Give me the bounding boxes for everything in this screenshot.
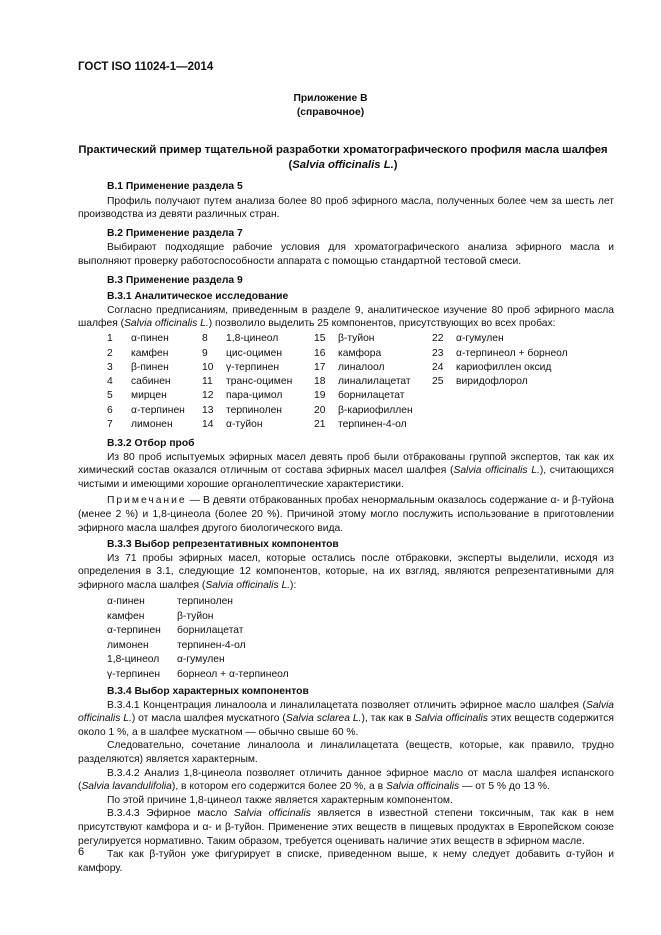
component-name: пара-цимол <box>226 390 283 402</box>
section-b32-heading: В.3.2 Отбор проб <box>107 438 195 450</box>
section-b343-conclusion: Так как β-туйон уже фигурирует в списке, приведенном выше, к нему следует добавить α-туйон и камфору. <box>78 849 614 874</box>
representative-row <box>107 595 289 610</box>
component-number: 13 <box>202 404 214 416</box>
section-b34-heading: В.3.4 Выбор характерных компонентов <box>107 686 309 698</box>
component-row <box>107 361 568 375</box>
representative-component: терпинен-4-ол <box>177 639 246 651</box>
representative-components-table <box>107 595 289 683</box>
component-number: 25 <box>432 376 444 388</box>
representative-component: α-гумулен <box>177 654 225 666</box>
representative-row <box>107 653 289 668</box>
representative-row <box>107 638 289 653</box>
title-paren-open: ( <box>288 159 293 171</box>
representative-component: α-пинен <box>107 596 145 608</box>
section-b33-heading: В.3.3 Выбор репрезентативных компонентов <box>107 539 339 551</box>
component-number: 22 <box>432 333 444 345</box>
component-name: 1,8-цинеол <box>226 333 279 345</box>
section-b342-text: В.3.4.2 Анализ 1,8-цинеола позволяет отличить данное эфирное масло от масла шалфея испанского (Salvia lavandulifolia), в котором его содержится более 20 %, а в Salvia officinalis — от 5 % до 13 %. <box>78 767 614 793</box>
component-name: α-терпинеол + борнеол <box>456 347 568 359</box>
component-row <box>107 418 568 432</box>
title-paren-close: ) <box>393 159 398 171</box>
component-number: 16 <box>314 347 326 359</box>
component-name: мирцен <box>131 390 167 402</box>
component-number: 14 <box>202 419 214 431</box>
representative-component: камфен <box>107 610 145 622</box>
document-title <box>78 143 608 173</box>
component-number: 4 <box>107 376 113 388</box>
component-number: 20 <box>314 404 326 416</box>
section-b342-conclusion: По этой причине 1,8-цинеол также является характерным компонентом. <box>107 794 453 806</box>
section-b341-text: В.3.4.1 Концентрация линалоола и линалилацетата позволяет отличить эфирное масло шалфея (Salvia officinalis L.) от масла шалфея мускатного (Salvia sclarea L.), так как в Salvia officinalis этих веществ содержится около 1 %, а в шалфее мускатном — обычно свыше 60 %. <box>78 699 614 738</box>
component-name: α-терпинен <box>131 404 185 416</box>
component-name <box>456 403 568 417</box>
component-number: 15 <box>314 333 326 345</box>
section-b3-heading: В.3 Применение раздела 9 <box>107 274 243 286</box>
title-species: Salvia officinalis L. <box>292 159 394 171</box>
component-number: 7 <box>107 419 113 431</box>
component-name: линалоол <box>338 361 385 373</box>
section-b341-conclusion: Следовательно, сочетание линалоола и линалилацетата (веществ, которые, как правило, трудно разделяются) является характерным. <box>78 740 614 766</box>
section-b1-text: Профиль получают путем анализа более 80 проб эфирного масла, полученных более чем за шесть лет производства из девяти различных стран. <box>78 195 614 221</box>
component-name: терпинен-4-ол <box>338 419 407 431</box>
component-name: α-пинен <box>131 333 169 345</box>
component-row <box>107 403 568 417</box>
component-row <box>107 346 568 360</box>
section-b31-text: Согласно предписаниям, приведенным в разделе 9, аналитическое изучение 80 проб эфирного масла шалфея (Salvia officinalis L.) позволило выделить 25 компонентов, присутствующих во всех пробах: <box>78 304 614 330</box>
title-line-2 <box>78 158 608 173</box>
component-number <box>432 389 456 403</box>
component-number: 12 <box>202 390 214 402</box>
component-number: 23 <box>432 347 444 359</box>
appendix-heading <box>0 92 661 119</box>
component-name: цис-оцимен <box>226 347 283 359</box>
component-name: α-туйон <box>226 419 263 431</box>
title-line-1: Практический пример тщательной разработки хроматографического профиля масла шалфея <box>78 144 608 156</box>
component-name: лимонен <box>131 419 173 431</box>
component-number: 24 <box>432 361 444 373</box>
representative-row <box>107 668 289 683</box>
section-b343-text: В.3.4.3 Эфирное масло Salvia officinalis является в известной степени токсичным, так как в нем присутствуют камфора и α- и β-туйон. Применение этих веществ в пищевых продуктах в Европейском союзе регулируется нормативно. Таким образом, требуется оценивать наличие этих веществ в эфирном масле. <box>78 808 614 847</box>
component-row <box>107 332 568 346</box>
component-name: виридофлорол <box>456 376 528 388</box>
component-name: β-туйон <box>338 333 375 345</box>
appendix-kind: (справочное) <box>296 106 365 118</box>
component-number: 21 <box>314 419 326 431</box>
note-label: Примечание <box>107 495 187 507</box>
component-name <box>456 418 568 432</box>
representative-row <box>107 609 289 624</box>
component-name <box>456 389 568 403</box>
section-b32-note: Примечание — В девяти отбракованных пробах ненормальным оказалось содержание α- и β-туйона (менее 2 %) и 1,8-цинеола (более 20 %). Причиной этому могло послужить использование в приготовлении эфирного масла шалфея другого биологического вида. <box>78 495 614 534</box>
component-number: 5 <box>107 390 113 402</box>
representative-component: лимонен <box>107 639 149 651</box>
component-row <box>107 375 568 389</box>
component-name: кариофиллен оксид <box>456 361 552 373</box>
standard-header: ГОСТ ISO 11024-1—2014 <box>78 61 214 73</box>
section-b32-text: Из 80 проб испытуемых эфирных масел девять проб были отбракованы группой экспертов, так как их химический состав оказался отличным от состава эфирных масел шалфея (Salvia officinalis L.), считающихся чистыми и имеющими хорошие органолептические характеристики. <box>78 451 614 490</box>
appendix-label: Приложение В <box>293 93 368 104</box>
component-number: 17 <box>314 361 326 373</box>
component-number: 18 <box>314 376 326 388</box>
component-number: 6 <box>107 404 113 416</box>
component-name: борнилацетат <box>338 390 405 402</box>
component-number: 2 <box>107 347 113 359</box>
component-number: 3 <box>107 361 113 373</box>
representative-component: β-туйон <box>177 610 214 622</box>
representative-component: γ-терпинен <box>107 669 161 681</box>
section-b31-heading: В.3.1 Аналитическое исследование <box>107 291 289 303</box>
representative-component: борнеол + α-терпинеол <box>177 669 289 681</box>
component-number: 11 <box>202 376 213 388</box>
components-table <box>107 332 568 432</box>
component-name: линалилацетат <box>338 376 411 388</box>
component-number: 8 <box>202 333 208 345</box>
section-b33-text: Из 71 пробы эфирных масел, которые остались после отбраковки, эксперты выделили, исходя из определения в 3.1, следующие 12 компонентов, которые, на их взгляд, являются репрезентативными для эфирного масла шалфея (Salvia officinalis L.): <box>78 552 614 591</box>
component-name: камфора <box>338 347 382 359</box>
component-name: γ-терпинен <box>226 361 280 373</box>
component-number <box>432 418 456 432</box>
component-number: 1 <box>107 333 113 345</box>
component-name: α-гумулен <box>456 333 504 345</box>
component-name: сабинен <box>131 376 171 388</box>
component-name: камфен <box>131 347 169 359</box>
representative-component: α-терпинен <box>107 625 161 637</box>
representative-component: терпинолен <box>177 596 233 608</box>
component-name: транс-оцимен <box>226 376 293 388</box>
document-body <box>78 180 614 875</box>
component-name: терпинолен <box>226 404 282 416</box>
section-b1-heading: В.1 Применение раздела 5 <box>107 181 243 192</box>
component-number <box>432 403 456 417</box>
representative-component: 1,8-цинеол <box>107 654 160 666</box>
representative-row <box>107 624 289 639</box>
component-number: 10 <box>202 361 214 373</box>
component-name: β-кариофиллен <box>338 404 413 416</box>
section-b2-text: Выбирают подходящие рабочие условия для хроматографического анализа эфирного масла и выполняют проверку работоспособности аппарата с помощью стандартной тестовой смеси. <box>78 242 614 267</box>
page-number: 6 <box>78 846 85 858</box>
component-row <box>107 389 568 403</box>
representative-component: борнилацетат <box>177 625 244 637</box>
section-b2-heading: В.2 Применение раздела 7 <box>107 227 243 239</box>
component-number: 19 <box>314 390 326 402</box>
component-name: β-пинен <box>131 361 169 373</box>
component-number: 9 <box>202 347 208 359</box>
